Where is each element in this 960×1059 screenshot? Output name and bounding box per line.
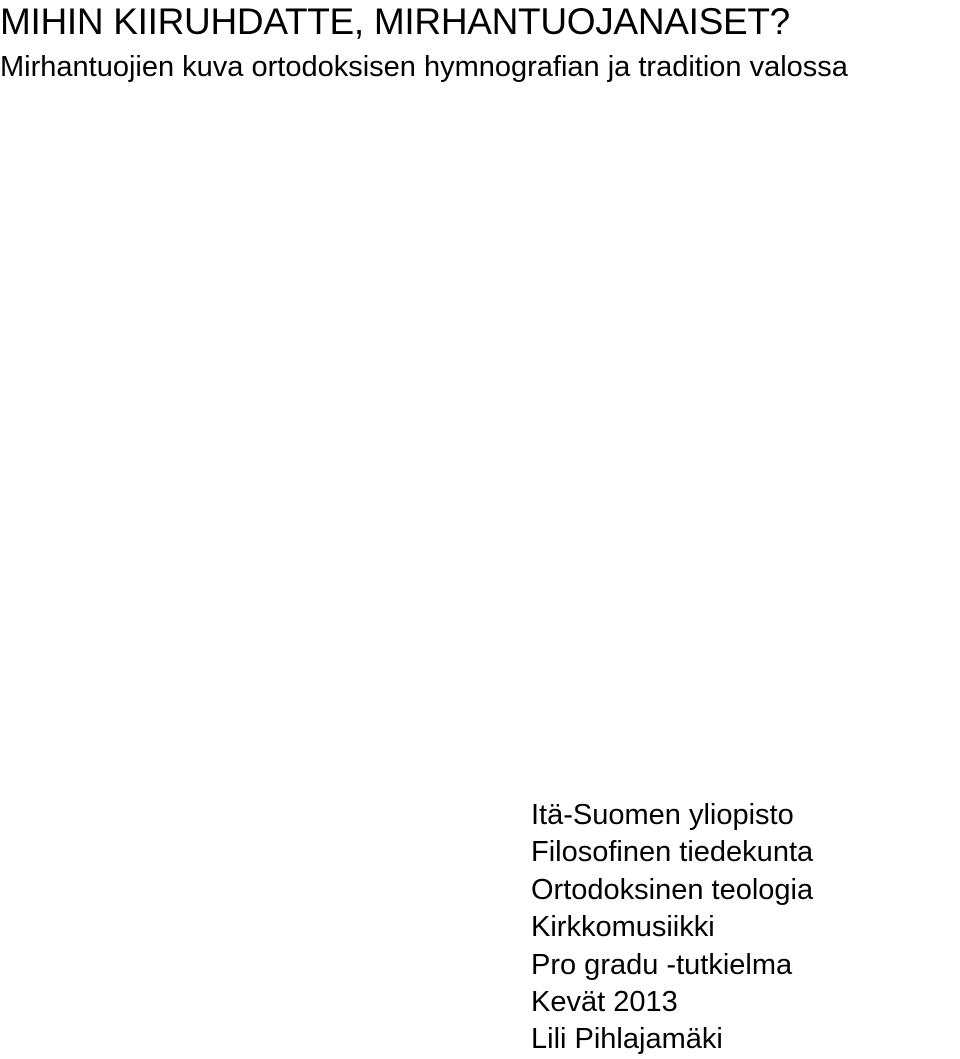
document-subtitle: Mirhantuojien kuva ortodoksisen hymnografian ja tradition valossa: [0, 51, 848, 83]
document-title: MIHIN KIIRUHDATTE, MIRHANTUOJANAISET?: [0, 1, 790, 42]
thesis-type: Pro gradu -tutkielma: [531, 948, 793, 981]
author-name: Lili Pihlajamäki: [531, 1023, 723, 1056]
faculty-name: Filosofinen tiedekunta: [531, 836, 814, 869]
term-date: Kevät 2013: [531, 986, 678, 1019]
university-name: Itä-Suomen yliopisto: [531, 799, 794, 831]
subject-name: Kirkkomusiikki: [531, 911, 715, 944]
department-name: Ortodoksinen teologia: [531, 873, 814, 906]
thesis-info-block: [531, 797, 813, 1059]
